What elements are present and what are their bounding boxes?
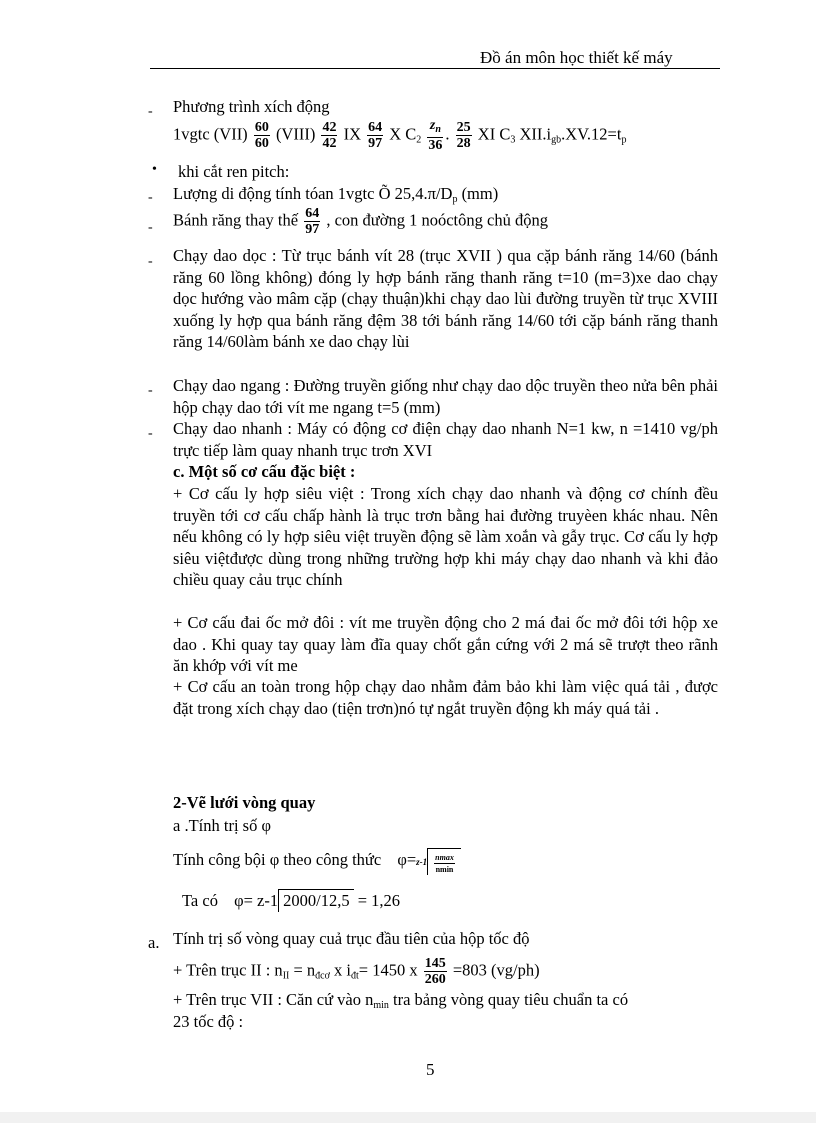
eq-part: 1vgtc (VII) xyxy=(173,124,248,144)
page-bottom-edge xyxy=(0,1112,816,1123)
kinematic-equation: 1vgtc (VII) $\frac{60}{60}$ (VIII) $\frac{42}{42}$ IX $\frac{64}{97}$ X $C_2$ $\frac{z_n}{36}$ . $\frac{25}{28}$ XI $C_3$ $XII.i_{gb}.XV.12=t_p$ xyxy=(173,118,627,153)
fraction: $\frac{64}{97}$ xyxy=(305,206,320,237)
sub-a-heading: a .Tính trị số φ xyxy=(173,816,271,835)
fraction: $\frac{nmax}{nmin}$ xyxy=(435,852,454,874)
eq-part: IX xyxy=(343,124,361,144)
taco-line: Ta có φ= z-1 2000/12,5 = 1,26 xyxy=(182,891,401,910)
page-header: Đồ án môn học thiết kế máy xyxy=(480,48,673,67)
fraction: $\frac{145}{260}$ xyxy=(424,956,446,987)
tren-truc-VII-line: + Trên trục VII : Căn cứ vào $n_{min}$ tra bảng vòng quay tiêu chuẩn ta có xyxy=(173,990,629,1011)
fraction: $\frac{z_n}{36}$ xyxy=(428,118,443,153)
fraction: $\frac{60}{60}$ xyxy=(254,120,269,151)
dash-marker: - xyxy=(148,190,153,205)
para-chay-dao-doc: Chạy dao dọc : Từ trục bánh vít 28 (trục XVII ) qua cặp bánh răng 14/60 (bánh răng 60 lồng không) đóng ly hợp bánh răng thanh răng t=10 (m=3)xe dao chạy dọc hướng vào mâm cặp (chạy thuận)khi chạy dao lùi đường truyền từ trục XVIII xuống ly hợp qua bánh răng đệm 38 tới bánh răng 14/60 tới cặp bánh răng thanh răng 14/60làm bánh xe dao chạy lùi xyxy=(173,246,718,352)
a-title: Tính trị số vòng quay cuả trục đầu tiên của hộp tốc độ xyxy=(173,929,530,948)
tren-truc-II-line: + Trên trục II : $n_{II} = n_{đcơ}$ x $i_{đt}= 1450$ x $\frac{145}{260}$ =803 (vg/ph) xyxy=(173,956,540,987)
header-rule xyxy=(150,68,720,69)
para-dai-oc-mo-doi: + Cơ cấu đai ốc mở đôi : vít me truyền động cho 2 má đai ốc mở đôi tới hộp xe dao . Khi quay tay quay làm đĩa quay chốt gắn cứng với 2 má sẽ trượt theo rãnh ăn khớp với vít me xyxy=(173,613,718,676)
eq-part: (VIII) xyxy=(275,124,316,144)
page-number: 5 xyxy=(426,1060,435,1079)
bullet-marker: • xyxy=(152,162,157,177)
eq-part: X C xyxy=(389,124,417,144)
luong-line: Lượng di động tính tóan 1vgtc Õ $25,4.\pi/D_p$ (mm) xyxy=(173,184,499,205)
eq-part: XI C xyxy=(477,124,511,144)
tren-truc-VII-line-2: 23 tốc độ : xyxy=(173,1012,244,1031)
pitch-title: khi cắt ren pitch: xyxy=(178,162,290,181)
dash-marker: - xyxy=(148,254,153,269)
dash-marker: - xyxy=(148,383,153,398)
para-chay-dao-nhanh: Chạy dao nhanh : Máy có động cơ điện chạy dao nhanh N=1 kw, n =1410 vg/ph trực tiếp làm quay nhanh trục trơn XVI xyxy=(173,419,718,460)
list-label-a: a. xyxy=(148,933,160,952)
formula-line: Tính công bội φ theo công thức φ=z-1 $\frac{nmax}{nmin}$ xyxy=(173,848,461,875)
fraction: $\frac{25}{28}$ xyxy=(456,120,471,151)
fraction: $\frac{64}{97}$ xyxy=(368,120,383,151)
dash-marker: - xyxy=(148,104,153,119)
dash-marker: - xyxy=(148,220,153,235)
para-co-cau-an-toan: + Cơ cấu an toàn trong hộp chạy dao nhằm đảm bảo khi làm việc quá tải , được đặt trong xích chạy dao (tiện trơn)nó tự ngắt truyền động kh máy quá tải . xyxy=(173,677,718,718)
section-2-heading: 2-Vẽ lưới vòng quay xyxy=(173,793,316,812)
banh-rang-line: Bánh răng thay thế $\frac{64}{97}$ , con đường 1 noóctông chủ động xyxy=(173,206,548,237)
dash-marker: - xyxy=(148,426,153,441)
para-chay-dao-ngang: Chạy dao ngang : Đường truyền giống như chạy dao dộc truyền theo nửa bên phải hộp chạy dao tới vít me ngang t=5 (mm) xyxy=(173,376,718,417)
fraction: $\frac{42}{42}$ xyxy=(322,120,337,151)
section-c-heading: c. Một số cơ cấu đặc biệt : xyxy=(173,462,356,481)
eq-title: Phương trình xích động xyxy=(173,97,330,116)
para-ly-hop-sieu-viet: + Cơ cấu ly hợp siêu việt : Trong xích chạy dao nhanh và động cơ chính đều truyền tới cơ cấu chấp hành là trục trơn bằng hai đường truyèen khác nhau. Nên nếu không có ly hợp siêu việt truyền động sẽ làm xoắn và gẫy trục. Cơ cấu ly hợp siêu việtđược dùng trong những trường hợp khi máy chạy dao nhanh và khi đảo chiều quay cảu trục chính xyxy=(173,484,718,590)
